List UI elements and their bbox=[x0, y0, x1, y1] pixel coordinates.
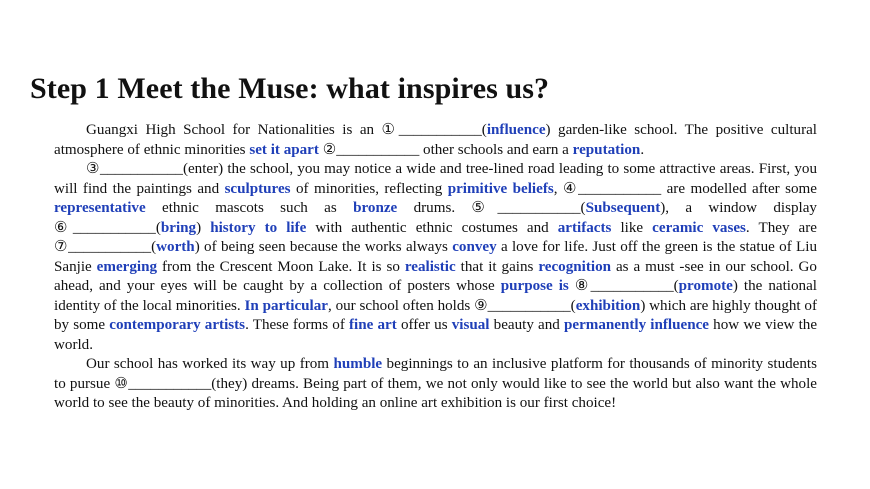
text-run: ) the national identity of the local minorities. bbox=[54, 278, 817, 314]
text-run: ) bbox=[196, 219, 211, 236]
text-run: . bbox=[640, 141, 645, 158]
keyword: realistic bbox=[404, 258, 456, 275]
text-run: that it gains bbox=[455, 258, 539, 275]
text-run: of minorities, reflecting bbox=[290, 180, 448, 197]
keyword: representative bbox=[54, 200, 146, 216]
text-run: as a must -see in our school. Go ahead, and your eyes will be caught by a collection of posters whose bbox=[54, 258, 817, 294]
keyword: promote bbox=[678, 278, 733, 294]
keyword: sculptures bbox=[224, 180, 291, 197]
keyword: Subsequent bbox=[585, 200, 661, 216]
keyword: humble bbox=[333, 356, 383, 372]
keyword: artifacts bbox=[557, 219, 612, 236]
keyword: permanently influence bbox=[563, 317, 710, 333]
text-run: beginnings to an inclusive platform for thousands of minority students to pursue ⑩___________(they) dreams. Being part of them, we not only would like to see the world but also want the whole world to see the beauty of minorities. And holding an online art exhibition is our first choice! bbox=[54, 356, 817, 411]
text-run: how we view the world. bbox=[54, 317, 818, 353]
keyword: emerging bbox=[96, 258, 158, 275]
text-run: ②___________ other schools and earn a bbox=[318, 141, 573, 158]
paragraph bbox=[54, 160, 817, 355]
keyword: purpose is bbox=[500, 278, 569, 294]
keyword: recognition bbox=[538, 258, 612, 275]
text-run: ③___________(enter) the school, you may notice a wide and tree-lined road leading to some attractive areas. First, you will find the paintings and bbox=[54, 161, 817, 197]
text-run: offer us bbox=[396, 317, 452, 333]
keyword: reputation bbox=[572, 141, 641, 158]
keyword: history to life bbox=[210, 219, 307, 236]
text-run: , ④___________ are modelled after some bbox=[553, 180, 817, 197]
keyword: ceramic vases bbox=[652, 219, 746, 236]
keyword: bronze bbox=[353, 200, 398, 216]
text-run: Our school has worked its way up from bbox=[86, 356, 334, 372]
paragraph bbox=[54, 355, 817, 414]
passage bbox=[54, 121, 817, 414]
paragraph bbox=[54, 121, 817, 160]
keyword: visual bbox=[451, 317, 490, 333]
text-run: with authentic ethnic costumes and bbox=[306, 219, 558, 236]
keyword: In particular bbox=[244, 297, 328, 314]
text-run: ) garden-like school. The positive cultural atmosphere of ethnic minorities bbox=[54, 122, 818, 158]
keyword: convey bbox=[452, 239, 497, 255]
keyword: contemporary artists bbox=[109, 317, 246, 333]
text-run: drums. ⑤___________( bbox=[397, 200, 586, 216]
text-run: Guangxi High School for Nationalities is an ①___________( bbox=[86, 122, 487, 138]
text-run: . These forms of bbox=[245, 317, 350, 333]
text-run: ) which are highly thought of by some bbox=[54, 297, 817, 333]
text-run: ), a window display ⑥___________( bbox=[54, 200, 817, 236]
text-run: a love for life. Just off the green is the statue of Liu Sanjie bbox=[54, 239, 817, 275]
keyword: primitive beliefs bbox=[447, 180, 554, 197]
keyword: influence bbox=[486, 122, 546, 138]
text-run: . They are ⑦___________( bbox=[54, 219, 817, 255]
text-run: ⑧___________( bbox=[568, 278, 679, 294]
keyword: bring bbox=[160, 219, 197, 236]
text-run: ) of being seen because the works always bbox=[194, 239, 453, 255]
keyword: exhibition bbox=[575, 297, 641, 314]
text-run: ethnic mascots such as bbox=[145, 200, 354, 216]
text-run: beauty and bbox=[489, 317, 564, 333]
keyword: worth bbox=[156, 239, 195, 255]
keyword: set it apart bbox=[249, 141, 319, 158]
text-run: , our school often holds ⑨___________( bbox=[328, 297, 576, 314]
keyword: fine art bbox=[349, 317, 397, 333]
page-title: Step 1 Meet the Muse: what inspires us? bbox=[30, 72, 550, 105]
text-run: from the Crescent Moon Lake. It is so bbox=[157, 258, 405, 275]
text-run: like bbox=[611, 219, 653, 236]
